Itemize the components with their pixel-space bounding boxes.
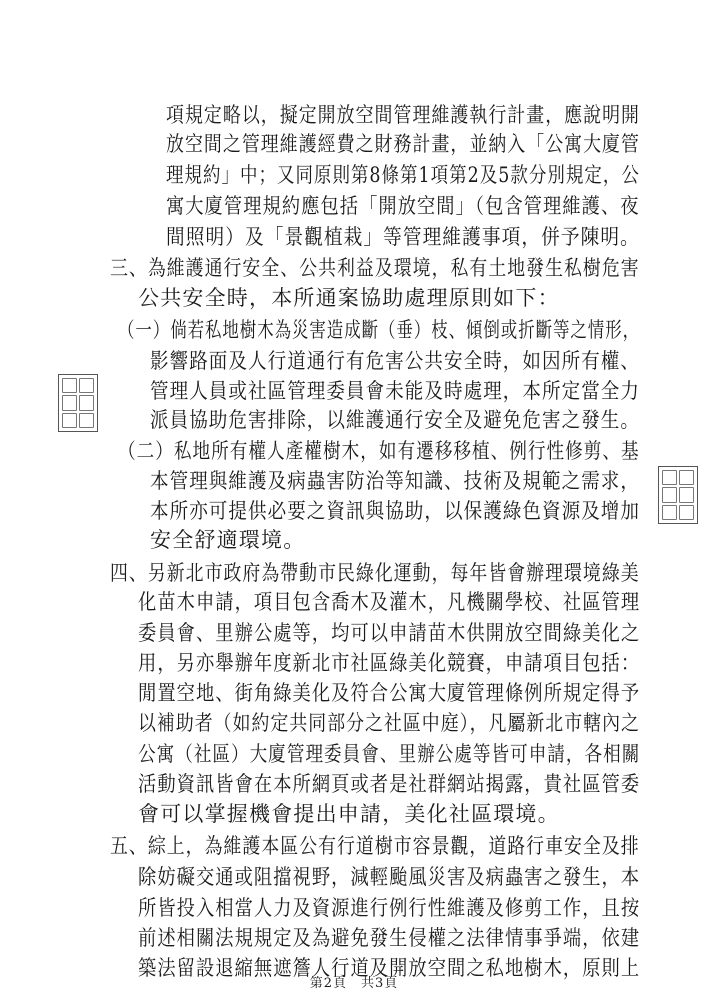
- text-line: 本所亦可提供必要之資訊與協助，以保護綠色資源及增加: [150, 499, 640, 523]
- text-line: （二）私地所有權人產權樹木，如有遷移移植、例行性修剪、基: [118, 439, 640, 463]
- text-line: 三、為維護通行安全、公共利益及環境，私有土地發生私樹危害: [110, 256, 640, 280]
- right-seal-stamp: [658, 466, 698, 524]
- text-line: 五、綜上，為維護本區公有行道樹市容景觀，道路行車安全及排: [110, 834, 640, 858]
- text-line: 派員協助危害排除，以維護通行安全及避免危害之發生。: [150, 408, 640, 432]
- text-line: 本管理與維護及病蟲害防治等知識、技術及規範之需求，: [150, 469, 640, 493]
- text-line: 前述相關法規規定及為避免發生侵權之法律情事爭端，依建: [138, 926, 641, 950]
- text-line: 以補助者（如約定共同部分之社區中庭），凡屬新北市轄內之: [138, 711, 640, 735]
- text-line: 用，另亦舉辦年度新北市社區綠美化競賽，申請項目包括：: [138, 651, 641, 675]
- text-line: 四、另新北市政府為帶動市民綠化運動，每年皆會辦理環境綠美: [110, 561, 640, 585]
- text-line: 放空間之管理維護經費之財務計畫，並納入「公寓大廈管: [166, 132, 640, 156]
- text-line: （一）倘若私地樹木為災害造成斷（垂）枝、傾倒或折斷等之情形，: [118, 318, 640, 342]
- text-line: 公寓（社區）大廈管理委員會、里辦公處等皆可申請，各相關: [138, 742, 641, 766]
- text-line: 活動資訊皆會在本所網頁或者是社群網站揭露，貴社區管委: [138, 772, 641, 796]
- text-line: 閒置空地、街角綠美化及符合公寓大廈管理條例所規定得予: [138, 681, 641, 705]
- text-line: 間照明）及「景觀植栽」等管理維護事項，併予陳明。: [166, 225, 640, 249]
- text-line: 項規定略以，擬定開放空間管理維護執行計畫，應說明開: [166, 103, 640, 127]
- text-line: 寓大廈管理規約應包括「開放空間」（包含管理維護、夜: [166, 194, 640, 218]
- text-line: 公共安全時，本所通案協助處理原則如下：: [138, 286, 560, 310]
- text-line: 築法留設退縮無遮簷人行道及開放空間之私地樹木，原則上: [138, 956, 641, 980]
- text-line: 管理人員或社區管理委員會未能及時處理，本所定當全力: [150, 379, 640, 403]
- text-line: 除妨礙交通或阻擋視野，減輕颱風災害及病蟲害之發生，本: [138, 865, 641, 889]
- text-line: 影響路面及人行道通行有危害公共安全時，如因所有權、: [150, 349, 640, 373]
- left-seal-stamp: [58, 374, 98, 432]
- text-line: 理規約」中；又同原則第8條第1項第2及5款分別規定，公: [166, 163, 640, 187]
- text-line: 安全舒適環境。: [150, 528, 306, 552]
- page-footer: 第2頁 共3頁: [309, 976, 399, 991]
- text-line: 委員會、里辦公處等，均可以申請苗木供開放空間綠美化之: [138, 621, 641, 645]
- text-line: 會可以掌握機會提出申請，美化社區環境。: [138, 802, 560, 826]
- text-line: 化苗木申請，項目包含喬木及灌木，凡機關學校、社區管理: [138, 590, 641, 614]
- text-line: 所皆投入相當人力及資源進行例行性維護及修剪工作，且按: [138, 896, 641, 920]
